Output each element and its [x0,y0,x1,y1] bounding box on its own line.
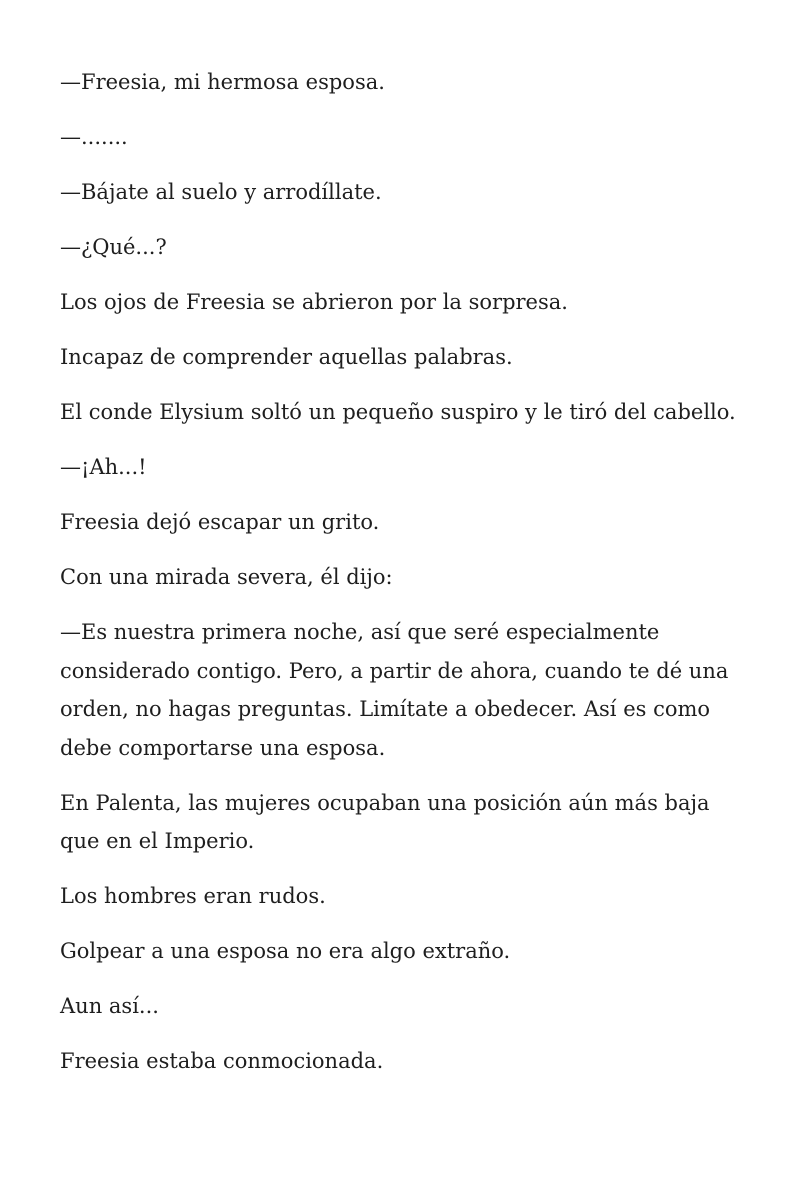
document-page [60,63,750,1097]
paragraph-8: —¡Ah...! [60,455,147,479]
paragraph-4: —¿Qué...? [60,235,167,259]
paragraph-10: Con una mirada severa, él dijo: [60,565,393,589]
paragraph-11: —Es nuestra primera noche, así que seré especialmente considerado contigo. Pero, a partir de ahora, cuando te dé una orden, no hagas preguntas. Limítate a obedecer. Así es como debe comportarse una esposa. [60,620,729,760]
paragraph-16: Freesia estaba conmocionada. [60,1049,384,1073]
paragraph-9: Freesia dejó escapar un grito. [60,510,380,534]
paragraph-7: El conde Elysium soltó un pequeño suspiro y le tiró del cabello. [60,400,736,424]
paragraph-6: Incapaz de comprender aquellas palabras. [60,345,513,369]
paragraph-15: Aun así... [60,994,159,1018]
paragraph-14: Golpear a una esposa no era algo extraño. [60,939,511,963]
paragraph-5: Los ojos de Freesia se abrieron por la sorpresa. [60,290,568,314]
paragraph-3: —Bájate al suelo y arrodíllate. [60,180,382,204]
paragraph-12: En Palenta, las mujeres ocupaban una posición aún más baja que en el Imperio. [60,790,710,853]
paragraph-2: —....... [60,125,128,149]
paragraph-1: —Freesia, mi hermosa esposa. [60,70,385,94]
paragraph-13: Los hombres eran rudos. [60,884,326,908]
